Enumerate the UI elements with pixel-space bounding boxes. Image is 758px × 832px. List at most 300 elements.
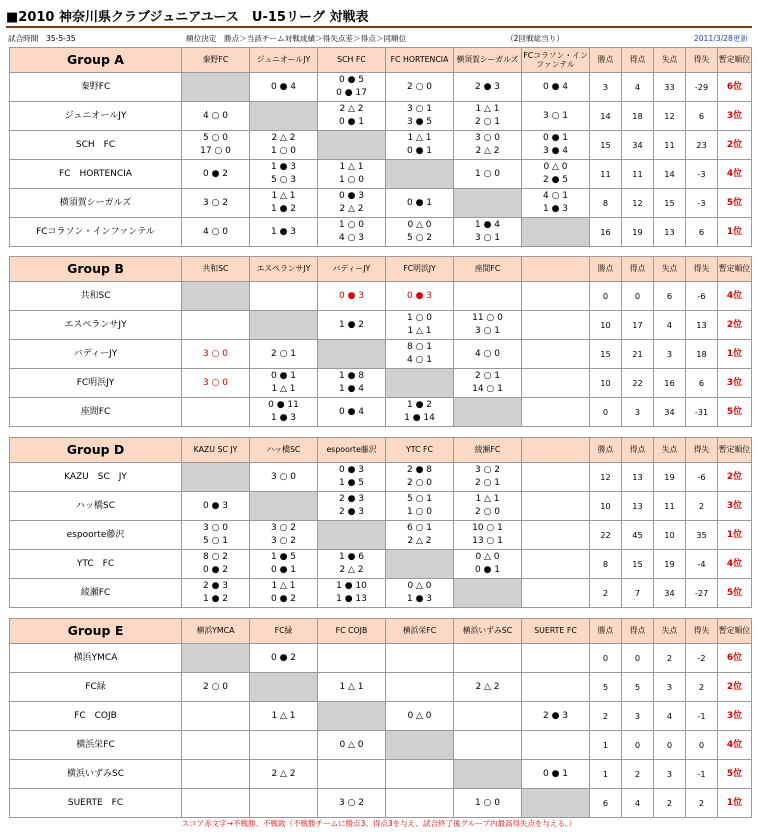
- stat-value: 11: [654, 492, 686, 521]
- stat-header: 得点: [622, 257, 654, 282]
- team-row: [10, 463, 752, 492]
- score-cell: 3 ○ 0 2 △ 2: [454, 131, 522, 160]
- stat-header: 得点: [622, 438, 654, 463]
- score-cell: 0 △ 0 1 ● 3: [386, 579, 454, 608]
- score-cell: [454, 702, 522, 731]
- score-cell: 2 △ 2 0 ● 1: [318, 102, 386, 131]
- stat-value: -6: [686, 282, 718, 311]
- stat-value: 15: [590, 131, 622, 160]
- stat-value: 8: [590, 189, 622, 218]
- info-bar: [6, 32, 752, 46]
- score-cell: [522, 282, 590, 311]
- opponent-header: 横浜いずみSC: [454, 619, 522, 644]
- score-cell: [522, 644, 590, 673]
- opponent-header: 横浜YMCA: [182, 619, 250, 644]
- score-cell: 2 ● 8 2 ○ 0: [386, 463, 454, 492]
- team-row: [10, 398, 752, 427]
- score-cell: 1 ○ 0: [454, 789, 522, 818]
- stat-header: 暫定順位: [718, 619, 752, 644]
- stat-header: 失点: [654, 438, 686, 463]
- score-cell: 1 △ 1 1 ○ 0: [318, 160, 386, 189]
- stat-value: 18: [622, 102, 654, 131]
- stat-value: 6: [686, 218, 718, 247]
- group-table: [9, 256, 752, 427]
- stat-value: 10: [590, 369, 622, 398]
- stat-value: 3: [590, 73, 622, 102]
- score-cell: 0 ● 11 1 ● 3: [250, 398, 318, 427]
- stat-header: 暫定順位: [718, 48, 752, 73]
- team-row: [10, 673, 752, 702]
- score-cell: 10 ○ 1 13 ○ 1: [454, 521, 522, 550]
- score-cell: 1 △ 1 1 ● 2: [250, 189, 318, 218]
- self-match-cell: [454, 189, 522, 218]
- team-name: 綾瀬FC: [10, 579, 182, 608]
- team-name: ハッ橋SC: [10, 492, 182, 521]
- score-cell: 0 ● 3: [318, 282, 386, 311]
- stat-value: 0: [622, 282, 654, 311]
- stat-value: 7: [622, 579, 654, 608]
- stat-value: 4: [622, 789, 654, 818]
- stat-value: 17: [622, 311, 654, 340]
- team-row: [10, 702, 752, 731]
- score-cell: 3 ○ 0: [182, 340, 250, 369]
- opponent-header: FCコラソン・インファンテル: [522, 48, 590, 73]
- opponent-header: SUERTE FC: [522, 619, 590, 644]
- team-name: SCH FC: [10, 131, 182, 160]
- team-row: [10, 73, 752, 102]
- team-row: [10, 731, 752, 760]
- score-cell: [454, 282, 522, 311]
- score-cell: 0 ● 5 0 ● 17: [318, 73, 386, 102]
- stat-value: 21: [622, 340, 654, 369]
- score-cell: 5 ○ 0 17 ○ 0: [182, 131, 250, 160]
- stat-value: 2: [622, 760, 654, 789]
- score-cell: 0 ● 3 2 △ 2: [318, 189, 386, 218]
- score-cell: 0 ● 4: [318, 398, 386, 427]
- team-name: バディーJY: [10, 340, 182, 369]
- score-cell: 2 ○ 1 14 ○ 1: [454, 369, 522, 398]
- team-row: [10, 189, 752, 218]
- self-match-cell: [182, 463, 250, 492]
- score-cell: 5 ○ 1 1 ○ 0: [386, 492, 454, 521]
- score-cell: 1 ● 10 1 ● 13: [318, 579, 386, 608]
- score-cell: 4 ○ 0: [182, 102, 250, 131]
- score-cell: [386, 789, 454, 818]
- stat-value: -2: [686, 644, 718, 673]
- opponent-header: 綾瀬FC: [454, 438, 522, 463]
- stat-value: 2: [686, 492, 718, 521]
- provisional-rank: 1位: [718, 789, 752, 818]
- self-match-cell: [386, 160, 454, 189]
- stat-value: 16: [654, 369, 686, 398]
- stat-value: 18: [686, 340, 718, 369]
- team-name: FC HORTENCIA: [10, 160, 182, 189]
- stat-value: -4: [686, 550, 718, 579]
- opponent-header: FC緑: [250, 619, 318, 644]
- team-row: [10, 521, 752, 550]
- stat-value: 13: [654, 218, 686, 247]
- score-cell: 4 ○ 0: [182, 218, 250, 247]
- score-cell: 1 △ 1: [318, 673, 386, 702]
- stat-value: 6: [686, 102, 718, 131]
- self-match-cell: [454, 579, 522, 608]
- opponent-header: 座間FC: [454, 257, 522, 282]
- stat-value: 11: [590, 160, 622, 189]
- team-name: FCコラソン・インファンテル: [10, 218, 182, 247]
- team-name: 横浜YMCA: [10, 644, 182, 673]
- score-cell: 0 ● 4: [522, 73, 590, 102]
- team-row: [10, 550, 752, 579]
- stat-value: -1: [686, 702, 718, 731]
- stat-value: 14: [654, 160, 686, 189]
- group-table: [9, 618, 752, 818]
- page-title: ■2010 神奈川県クラブジュニアユース U-15リーグ 対戦表: [6, 6, 752, 28]
- team-row: [10, 311, 752, 340]
- opponent-header: YTC FC: [386, 438, 454, 463]
- team-name: espoorte藤沢: [10, 521, 182, 550]
- stat-value: 6: [654, 282, 686, 311]
- team-row: [10, 789, 752, 818]
- stat-value: -6: [686, 463, 718, 492]
- score-cell: [522, 673, 590, 702]
- team-row: [10, 492, 752, 521]
- stat-value: 3: [622, 398, 654, 427]
- score-cell: 3 ○ 2 3 ○ 2: [250, 521, 318, 550]
- stat-value: 0: [590, 398, 622, 427]
- score-cell: 3 ○ 2: [182, 189, 250, 218]
- stat-value: -29: [686, 73, 718, 102]
- stat-value: 3: [622, 702, 654, 731]
- team-row: [10, 340, 752, 369]
- provisional-rank: 6位: [718, 644, 752, 673]
- stat-value: 2: [686, 673, 718, 702]
- stat-value: 14: [590, 102, 622, 131]
- provisional-rank: 6位: [718, 73, 752, 102]
- score-cell: 1 ○ 0: [454, 160, 522, 189]
- stat-value: 2: [654, 644, 686, 673]
- score-cell: 1 ● 6 2 △ 2: [318, 550, 386, 579]
- score-cell: [522, 398, 590, 427]
- round-note: （2回戦総当り）: [506, 34, 564, 43]
- stat-value: 15: [590, 340, 622, 369]
- self-match-cell: [250, 311, 318, 340]
- provisional-rank: 2位: [718, 463, 752, 492]
- stat-header: 失点: [654, 257, 686, 282]
- provisional-rank: 5位: [718, 579, 752, 608]
- team-name: エスペランサJY: [10, 311, 182, 340]
- provisional-rank: 2位: [718, 673, 752, 702]
- stat-value: 4: [654, 702, 686, 731]
- opponent-header: FC明浜JY: [386, 257, 454, 282]
- score-cell: 2 ● 3 1 ● 2: [182, 579, 250, 608]
- score-cell: 4 ○ 0: [454, 340, 522, 369]
- score-cell: 0 ● 2: [182, 160, 250, 189]
- provisional-rank: 1位: [718, 340, 752, 369]
- provisional-rank: 1位: [718, 218, 752, 247]
- stat-value: 12: [622, 189, 654, 218]
- self-match-cell: [182, 73, 250, 102]
- score-cell: 3 ○ 1: [522, 102, 590, 131]
- self-match-cell: [318, 131, 386, 160]
- provisional-rank: 2位: [718, 131, 752, 160]
- team-row: [10, 282, 752, 311]
- stat-value: -1: [686, 760, 718, 789]
- stat-value: 6: [590, 789, 622, 818]
- score-cell: 1 ● 4 3 ○ 1: [454, 218, 522, 247]
- score-cell: [386, 760, 454, 789]
- stat-value: -3: [686, 189, 718, 218]
- stat-header: 得点: [622, 619, 654, 644]
- opponent-header: ハッ橋SC: [250, 438, 318, 463]
- opponent-header: [522, 257, 590, 282]
- stat-value: 23: [686, 131, 718, 160]
- score-cell: 0 △ 0: [386, 702, 454, 731]
- stat-value: 35: [686, 521, 718, 550]
- score-cell: 3 ○ 1 3 ● 5: [386, 102, 454, 131]
- self-match-cell: [318, 702, 386, 731]
- self-match-cell: [250, 492, 318, 521]
- team-name: FC緑: [10, 673, 182, 702]
- score-cell: [250, 282, 318, 311]
- stat-value: 2: [590, 702, 622, 731]
- match-time: 試合時間 35-5-35: [8, 34, 76, 43]
- stat-value: 0: [590, 282, 622, 311]
- score-cell: [522, 311, 590, 340]
- team-name: 座間FC: [10, 398, 182, 427]
- provisional-rank: 1位: [718, 521, 752, 550]
- stat-header: 暫定順位: [718, 257, 752, 282]
- opponent-header: [522, 438, 590, 463]
- stat-value: 0: [622, 731, 654, 760]
- stat-value: 34: [654, 579, 686, 608]
- score-cell: 1 ● 2: [318, 311, 386, 340]
- opponent-header: SCH FC: [318, 48, 386, 73]
- team-row: [10, 579, 752, 608]
- opponent-header: 横須賀シーガルズ: [454, 48, 522, 73]
- self-match-cell: [250, 673, 318, 702]
- team-name: 横須賀シーガルズ: [10, 189, 182, 218]
- stat-header: 失点: [654, 619, 686, 644]
- score-cell: 1 △ 1 2 ○ 1: [454, 102, 522, 131]
- team-row: [10, 644, 752, 673]
- stat-value: -27: [686, 579, 718, 608]
- stat-header: 勝点: [590, 438, 622, 463]
- team-name: SUERTE FC: [10, 789, 182, 818]
- score-cell: 0 ● 1: [386, 189, 454, 218]
- score-cell: 1 ○ 0 1 △ 1: [386, 311, 454, 340]
- stat-value: 4: [654, 311, 686, 340]
- opponent-header: エスペランサJY: [250, 257, 318, 282]
- opponent-header: espoorte藤沢: [318, 438, 386, 463]
- stat-value: 2: [686, 789, 718, 818]
- score-cell: [454, 644, 522, 673]
- score-cell: 3 ○ 0: [182, 369, 250, 398]
- stat-value: 5: [622, 673, 654, 702]
- stat-value: 13: [622, 463, 654, 492]
- team-name: 横浜栄FC: [10, 731, 182, 760]
- score-cell: [386, 644, 454, 673]
- stat-value: 10: [654, 521, 686, 550]
- self-match-cell: [386, 369, 454, 398]
- score-cell: 0 △ 0 0 ● 1: [454, 550, 522, 579]
- score-cell: 1 △ 1: [250, 702, 318, 731]
- score-cell: 4 ○ 1 1 ● 3: [522, 189, 590, 218]
- stat-value: 1: [590, 731, 622, 760]
- stat-value: 3: [654, 673, 686, 702]
- score-cell: 2 △ 2: [250, 760, 318, 789]
- score-cell: 0 ● 3: [386, 282, 454, 311]
- stat-header: 失点: [654, 48, 686, 73]
- stat-header: 得点: [622, 48, 654, 73]
- update-date: 2011/3/28更新: [693, 34, 748, 43]
- stat-value: 33: [654, 73, 686, 102]
- stat-value: -3: [686, 160, 718, 189]
- group-table: [9, 47, 752, 247]
- provisional-rank: 3位: [718, 102, 752, 131]
- score-cell: 1 △ 1 2 ○ 0: [454, 492, 522, 521]
- stat-header: 勝点: [590, 48, 622, 73]
- stat-value: 0: [654, 731, 686, 760]
- stat-header: 勝点: [590, 619, 622, 644]
- stat-value: 15: [622, 550, 654, 579]
- score-cell: 3 ○ 2 2 ○ 1: [454, 463, 522, 492]
- self-match-cell: [386, 731, 454, 760]
- provisional-rank: 5位: [718, 760, 752, 789]
- stat-value: 3: [654, 340, 686, 369]
- score-cell: 3 ○ 0: [250, 463, 318, 492]
- opponent-header: FC COJB: [318, 619, 386, 644]
- provisional-rank: 4位: [718, 282, 752, 311]
- opponent-header: 共和SC: [182, 257, 250, 282]
- group-name: Group D: [10, 438, 182, 463]
- team-name: FC明浜JY: [10, 369, 182, 398]
- stat-value: -31: [686, 398, 718, 427]
- stat-value: 19: [654, 550, 686, 579]
- self-match-cell: [318, 340, 386, 369]
- stat-value: 13: [686, 311, 718, 340]
- provisional-rank: 3位: [718, 702, 752, 731]
- score-cell: 2 ● 3: [522, 702, 590, 731]
- stat-value: 22: [590, 521, 622, 550]
- score-cell: 0 ● 3 1 ● 5: [318, 463, 386, 492]
- stat-value: 3: [654, 760, 686, 789]
- score-cell: [454, 731, 522, 760]
- score-cell: 11 ○ 0 3 ○ 1: [454, 311, 522, 340]
- team-row: [10, 131, 752, 160]
- team-row: [10, 160, 752, 189]
- stat-value: 19: [622, 218, 654, 247]
- self-match-cell: [182, 282, 250, 311]
- score-cell: 2 ○ 0: [386, 73, 454, 102]
- stat-value: 45: [622, 521, 654, 550]
- team-name: YTC FC: [10, 550, 182, 579]
- score-cell: [522, 731, 590, 760]
- stat-header: 得失: [686, 619, 718, 644]
- provisional-rank: 5位: [718, 398, 752, 427]
- score-cell: 1 ● 3: [250, 218, 318, 247]
- score-cell: 0 ● 3: [182, 492, 250, 521]
- stat-value: 12: [654, 102, 686, 131]
- group-name: Group E: [10, 619, 182, 644]
- stat-value: 12: [590, 463, 622, 492]
- opponent-header: バディーJY: [318, 257, 386, 282]
- score-cell: [182, 398, 250, 427]
- score-cell: 2 ○ 0: [182, 673, 250, 702]
- stat-value: 34: [622, 131, 654, 160]
- score-cell: [522, 463, 590, 492]
- provisional-rank: 2位: [718, 311, 752, 340]
- self-match-cell: [250, 102, 318, 131]
- team-name: 秦野FC: [10, 73, 182, 102]
- score-cell: 8 ○ 2 0 ● 2: [182, 550, 250, 579]
- score-cell: [318, 760, 386, 789]
- stat-value: 34: [654, 398, 686, 427]
- self-match-cell: [522, 789, 590, 818]
- score-cell: [522, 550, 590, 579]
- group-name: Group A: [10, 48, 182, 73]
- team-name: KAZU SC JY: [10, 463, 182, 492]
- score-cell: 0 ● 2: [250, 644, 318, 673]
- score-cell: 2 △ 2: [454, 673, 522, 702]
- provisional-rank: 3位: [718, 492, 752, 521]
- self-match-cell: [522, 218, 590, 247]
- score-cell: [250, 731, 318, 760]
- stat-value: 5: [590, 673, 622, 702]
- score-cell: 0 △ 0 2 ● 5: [522, 160, 590, 189]
- score-cell: 1 ○ 0 4 ○ 3: [318, 218, 386, 247]
- stat-value: 6: [686, 369, 718, 398]
- score-cell: 2 ● 3: [454, 73, 522, 102]
- stat-value: 11: [654, 131, 686, 160]
- stat-value: 16: [590, 218, 622, 247]
- score-cell: 2 ○ 1: [250, 340, 318, 369]
- score-cell: 1 ● 3 5 ○ 3: [250, 160, 318, 189]
- stat-value: 0: [622, 644, 654, 673]
- opponent-header: KAZU SC JY: [182, 438, 250, 463]
- score-cell: [522, 340, 590, 369]
- self-match-cell: [386, 550, 454, 579]
- stat-value: 10: [590, 311, 622, 340]
- group-name: Group B: [10, 257, 182, 282]
- opponent-header: ジュニオールJY: [250, 48, 318, 73]
- stat-value: 10: [590, 492, 622, 521]
- footnote: スコア赤文字→不戦勝、不戦敗（不戦勝チームに勝点3、得点3を与え、試合終了後グループ内最高得失点を与える。）: [181, 819, 577, 828]
- score-cell: 2 ● 3 2 ● 3: [318, 492, 386, 521]
- stat-value: 13: [622, 492, 654, 521]
- group-table: [9, 437, 752, 608]
- stat-header: 得失: [686, 257, 718, 282]
- team-name: 共和SC: [10, 282, 182, 311]
- score-cell: [522, 521, 590, 550]
- score-cell: 0 ● 1: [522, 760, 590, 789]
- score-cell: 2 △ 2 1 ○ 0: [250, 131, 318, 160]
- stat-header: 暫定順位: [718, 438, 752, 463]
- score-cell: [182, 731, 250, 760]
- score-cell: 0 △ 0 5 ○ 2: [386, 218, 454, 247]
- stat-value: 22: [622, 369, 654, 398]
- self-match-cell: [318, 521, 386, 550]
- team-row: [10, 218, 752, 247]
- self-match-cell: [182, 644, 250, 673]
- score-cell: 0 ● 4: [250, 73, 318, 102]
- provisional-rank: 4位: [718, 731, 752, 760]
- team-name: 横浜いずみSC: [10, 760, 182, 789]
- provisional-rank: 5位: [718, 189, 752, 218]
- stat-value: 8: [590, 550, 622, 579]
- stat-header: 得失: [686, 48, 718, 73]
- stat-value: 19: [654, 463, 686, 492]
- team-name: FC COJB: [10, 702, 182, 731]
